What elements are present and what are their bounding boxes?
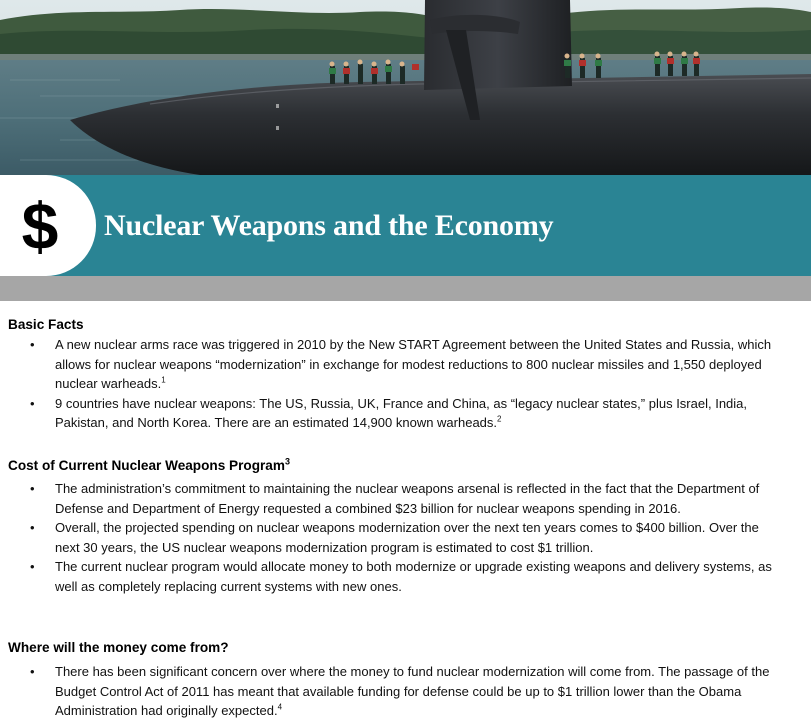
basic-facts-list: [0, 335, 811, 433]
list-item: • The administration’s commitment to maintaining the nuclear weapons arsenal is reflected in the fact that the Department of Defense and Department of Energy requested a combined $23 billion for nuclear weapons spending in 2016.: [0, 479, 811, 518]
title-banner: [0, 175, 811, 276]
funding-source-list: [0, 662, 811, 721]
divider-band: [0, 276, 811, 301]
section-heading-basic-facts: Basic Facts: [8, 317, 84, 332]
list-item: • Overall, the projected spending on nuclear weapons modernization over the next ten years comes to $400 billion. Over the next 30 years, the US nuclear weapons modernization program is estimated to cost $1 trillion.: [0, 518, 811, 557]
section-heading-funding-source: Where will the money come from?: [8, 640, 229, 655]
section-heading-cost: Cost of Current Nuclear Weapons Program$^3$: [8, 456, 290, 473]
footnote-ref: 4: [277, 702, 283, 712]
hero-photo-submarine: [0, 0, 811, 175]
list-item: • A new nuclear arms race was triggered in 2010 by the New START Agreement between the United States and Russia, which allows for nuclear weapons “modernization” in exchange for modest reductions to 800 nuclear missiles and 1,550 deployed nuclear warheads.$^1$: [0, 335, 811, 394]
list-item: • There has been significant concern over where the money to fund nuclear modernization will come from. The passage of the Budget Control Act of 2011 has meant that available funding for defense could be up to $1 trillion lower than the Obama Administration had originally expected.$^4$: [0, 662, 811, 721]
list-item: • 9 countries have nuclear weapons: The US, Russia, UK, France and China, as “legacy nuclear states,” plus Israel, India, Pakistan, and North Korea. There are an estimated 14,900 known warheads.$^2$: [0, 394, 811, 433]
footnote-ref: 1: [161, 375, 166, 385]
dollar-sign-icon: $: [21, 188, 59, 263]
page-title: Nuclear Weapons and the Economy: [104, 208, 554, 242]
list-item: • The current nuclear program would allocate money to both modernize or upgrade existing weapons and delivery systems, as well as completely replacing current systems with new ones.: [0, 557, 811, 596]
footnote-ref: 2: [497, 414, 502, 424]
footnote-ref: 3: [284, 456, 290, 467]
cost-list: [0, 479, 811, 596]
